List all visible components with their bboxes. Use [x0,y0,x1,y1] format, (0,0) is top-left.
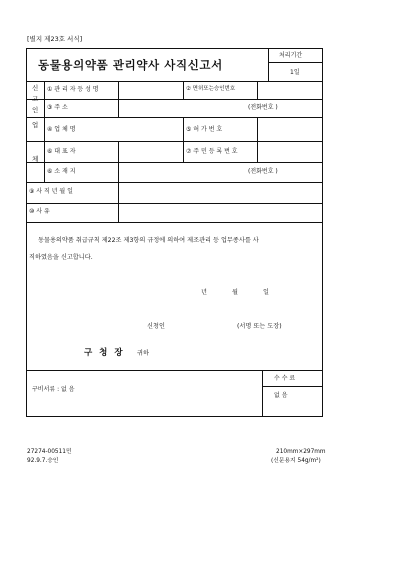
reporter-name-label: ① 관 리 자 등 성 명 [47,86,99,93]
applicant-signature-label: (서명 또는 도장) [237,323,282,330]
reporter-section-char: 신 [32,84,39,92]
rule-label-col-1 [118,81,119,117]
business-section-char: 체 [32,155,39,163]
date-day-label: 일 [263,289,269,296]
rule-row8 [26,370,323,371]
business-location-label: ⑥ 소 재 지 [47,168,76,175]
representative-label: ⑥ 대 표 자 [47,148,76,155]
declaration-text-line: 동물용의약품 취급규칙 제22조 제3항의 규정에 의하여 제조관리 등 업무종사를 사 [38,237,259,244]
rule-mid-col-2 [183,117,184,162]
rule-label-col-3 [118,182,119,222]
rule-row4 [26,162,323,163]
fee-value: 없 음 [274,392,288,399]
rule-row1 [26,99,323,100]
permit-number-label: ⑤ 허 가 번 호 [186,126,223,133]
approval-date: 92.9.7.승인 [27,458,59,464]
resignation-reason-label: ⑩ 사 유 [29,208,50,215]
form-title: 동물용의약품 관리약사 사직신고서 [38,58,223,72]
addressee-suffix: 귀하 [137,350,149,357]
rule-label-col-2 [118,141,119,182]
paper-type: (신문용지 54g/m²) [271,458,321,464]
rule-row5 [26,182,323,183]
reporter-section-char: 인 [32,106,39,114]
rule-fee-mid [262,386,323,387]
resident-number-label: ⑦ 주 민 등 록 번 호 [186,148,238,155]
reporter-section-char: 고 [32,95,39,103]
reporter-address-label: ③ 주 소 [47,104,68,111]
form-code: 27274-00511민 [27,449,72,455]
company-name-label: ④ 업 체 명 [47,126,76,133]
reporter-phone-label: (전화번호 ) [248,104,278,111]
applicant-label: 신청인 [147,323,165,330]
rule-processing-mid [268,62,323,63]
date-month-label: 월 [232,289,238,296]
paper-size: 210mm×297mm [276,449,326,455]
rule-row2 [26,117,323,118]
date-year-label: 년 [201,289,207,296]
rule-row3 [26,141,323,142]
business-phone-label: (전화번호 ) [248,168,278,175]
rule-right-col-1 [257,81,258,99]
rule-row7 [26,222,323,223]
rule-row6 [26,203,323,204]
rule-mid-col-1 [183,81,184,99]
rule-title-bottom [26,81,323,82]
required-documents-label: 구비서류 : 없 음 [32,386,75,393]
resignation-date-label: ⑨ 사 직 년 월 일 [29,188,73,195]
form-label: [별지 제23호 서식] [27,35,83,43]
license-number-label: ② 면허또는승인번호 [186,86,236,92]
rule-right-col-2 [257,117,258,162]
rule-fee-left [262,370,263,417]
business-section-char: 업 [32,121,39,129]
addressee-name: 구 청 장 [84,348,125,358]
rule-section-col [44,81,45,182]
form-frame [26,48,323,417]
processing-period-label: 처리기간 [279,52,303,59]
rule-processing-left [268,48,269,81]
fee-label: 수 수 료 [274,375,296,382]
processing-period-value: 1일 [290,69,300,76]
declaration-text-line: 직하였음을 신고합니다. [29,254,93,261]
